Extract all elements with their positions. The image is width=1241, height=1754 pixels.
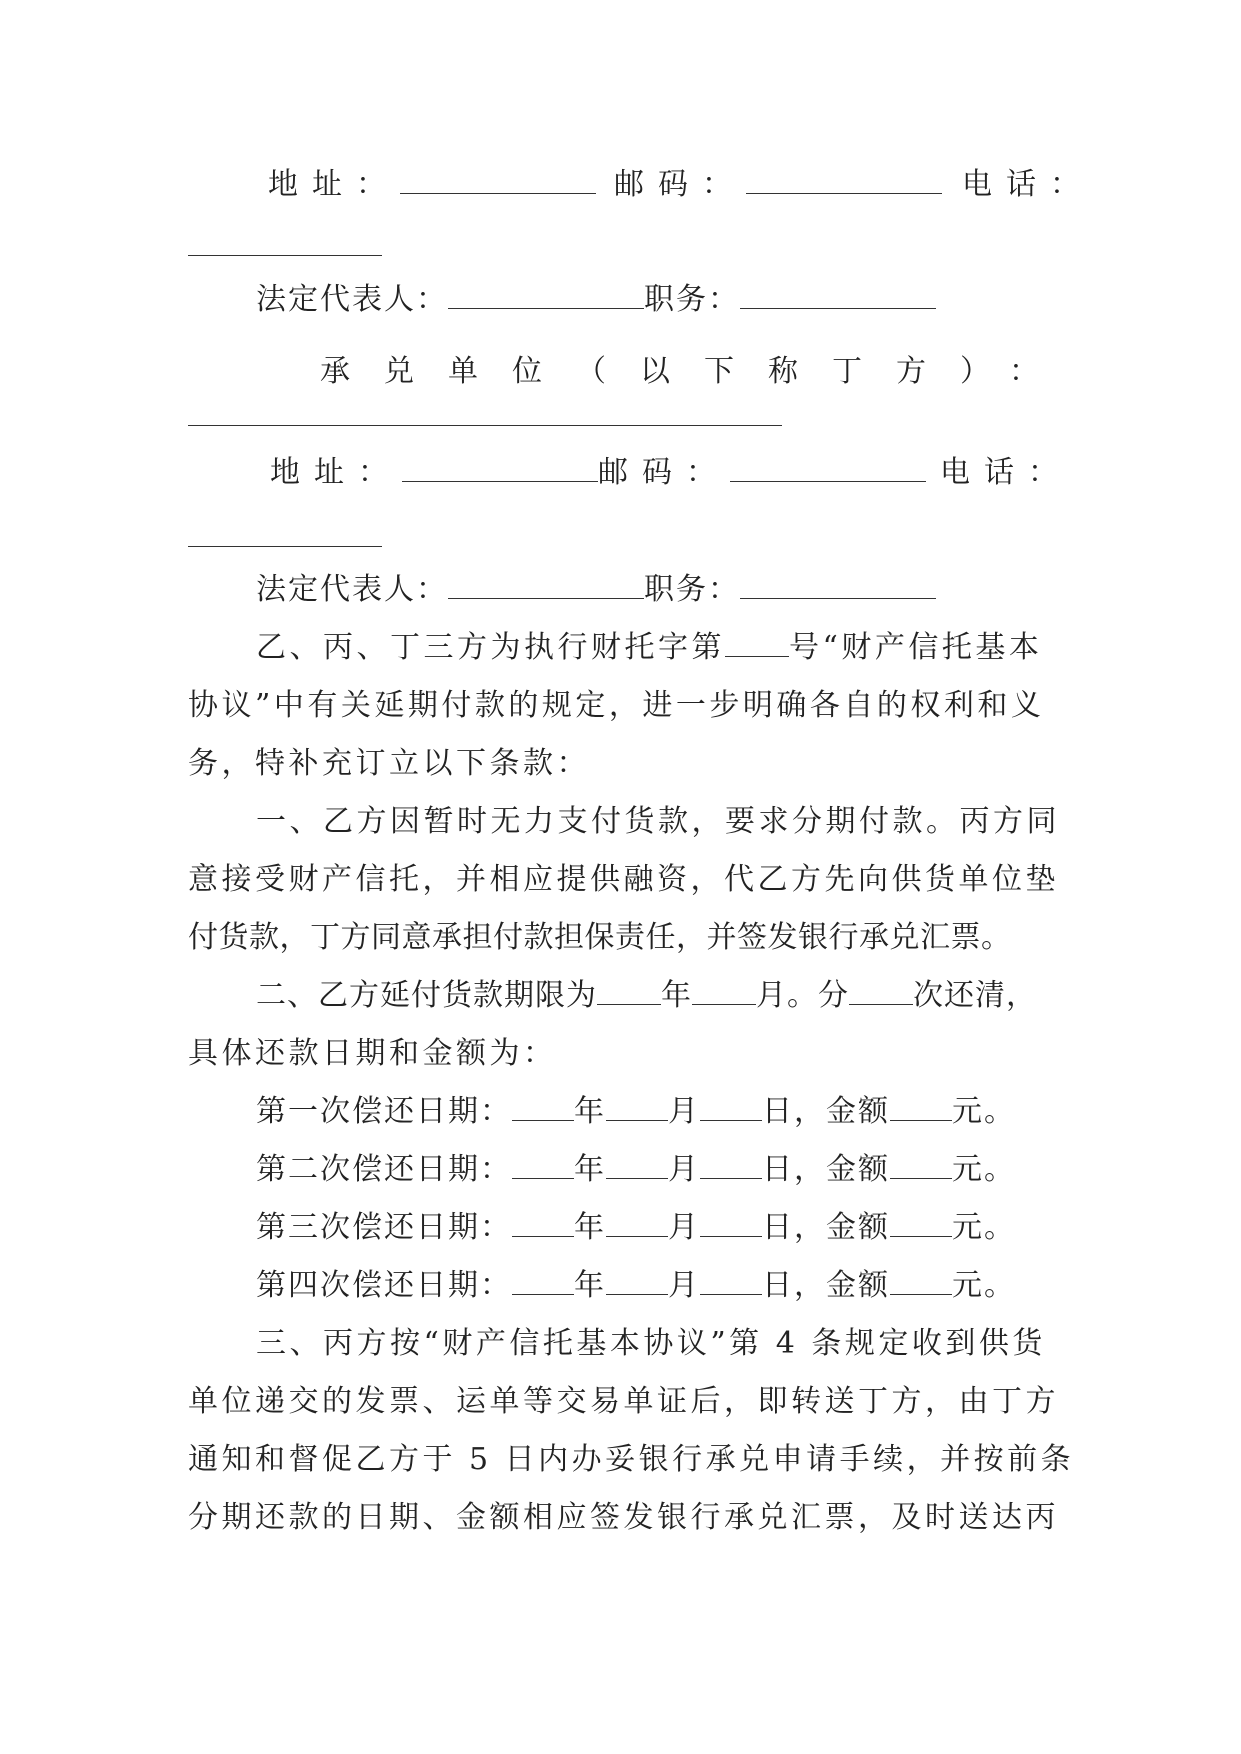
year-blank: [512, 1212, 574, 1237]
contract-number-blank: [725, 632, 789, 657]
clause-3-line-1: 三、丙方按“财产信托基本协议”第 4 条规定收到供货: [256, 1326, 1046, 1361]
year-blank: [512, 1154, 574, 1179]
months-blank: [692, 980, 756, 1005]
phone-blank: [188, 254, 382, 256]
installment-label: 第三次偿还日期：: [256, 1210, 512, 1245]
day-unit: 日，金额: [762, 1268, 890, 1303]
phone-label: 电话：: [962, 167, 1094, 202]
year-unit: 年: [574, 1268, 606, 1303]
party-d-name-blank: [188, 424, 782, 426]
preamble-line-2: 协议”中有关延期付款的规定，进一步明确各自的权利和义: [188, 688, 1045, 723]
installment-label: 第二次偿还日期：: [256, 1152, 512, 1187]
month-blank: [606, 1154, 668, 1179]
installment-row: [256, 1266, 1016, 1306]
address-label: 地址：: [268, 167, 400, 202]
amount-blank: [890, 1096, 952, 1121]
day-blank: [700, 1212, 762, 1237]
clause-text: 年: [661, 978, 692, 1013]
installment-row: [256, 1208, 1016, 1248]
party-d-contact-row: [270, 453, 1072, 493]
amount-blank: [890, 1212, 952, 1237]
installment-label: 第四次偿还日期：: [256, 1268, 512, 1303]
party-c-rep-row: [256, 280, 936, 320]
clause-2-line-2: 具体还款日期和金额为：: [188, 1036, 557, 1071]
month-blank: [606, 1270, 668, 1295]
amount-blank: [890, 1154, 952, 1179]
clause-2-line-1: [256, 976, 1037, 1016]
postcode-label: 邮码：: [614, 167, 746, 202]
clause-3-line-2: 单位递交的发票、运单等交易单证后，即转送丁方，由丁方: [188, 1384, 1059, 1419]
clause-1-line-1: 一、乙方因暂时无力支付货款，要求分期付款。丙方同: [256, 804, 1060, 839]
year-blank: [512, 1096, 574, 1121]
day-unit: 日，金额: [762, 1152, 890, 1187]
year-unit: 年: [574, 1094, 606, 1129]
party-c-contact-row: [268, 165, 1094, 205]
yuan-unit: 元。: [952, 1210, 1016, 1245]
installment-label: 第一次偿还日期：: [256, 1094, 512, 1129]
month-unit: 月: [668, 1268, 700, 1303]
clause-1-line-3: 付货款，丁方同意承担付款担保责任，并签发银行承兑汇票。: [188, 920, 1012, 955]
position-label: 职务：: [644, 572, 740, 607]
preamble-line-3: 务，特补充订立以下条款：: [188, 746, 590, 781]
year-unit: 年: [574, 1152, 606, 1187]
party-d-rep-row: [256, 570, 936, 610]
preamble-text: 号“财产信托基本: [789, 630, 1043, 665]
position-label: 职务：: [644, 282, 740, 317]
postcode-blank: [746, 169, 942, 194]
yuan-unit: 元。: [952, 1268, 1016, 1303]
clause-text: 二、乙方延付货款期限为: [256, 978, 597, 1013]
year-blank: [512, 1270, 574, 1295]
preamble-text: 乙、丙、丁三方为执行财托字第: [256, 630, 725, 665]
month-unit: 月: [668, 1094, 700, 1129]
year-unit: 年: [574, 1210, 606, 1245]
day-unit: 日，金额: [762, 1210, 890, 1245]
position-blank: [740, 574, 936, 599]
clause-text: 次还清，: [913, 978, 1037, 1013]
postcode-label: 邮码：: [598, 455, 730, 490]
day-blank: [700, 1096, 762, 1121]
legal-rep-blank: [448, 284, 644, 309]
party-d-heading: 承兑单位（以下称丁方）：: [320, 354, 1073, 389]
address-blank: [402, 457, 598, 482]
installments-blank: [849, 980, 913, 1005]
clause-1-line-2: 意接受财产信托，并相应提供融资，代乙方先向供货单位垫: [188, 862, 1059, 897]
month-unit: 月: [668, 1152, 700, 1187]
installment-row: [256, 1150, 1016, 1190]
month-blank: [606, 1096, 668, 1121]
years-blank: [597, 980, 661, 1005]
amount-blank: [890, 1270, 952, 1295]
day-unit: 日，金额: [762, 1094, 890, 1129]
yuan-unit: 元。: [952, 1094, 1016, 1129]
preamble-line-1: [256, 628, 1042, 668]
address-label: 地址：: [270, 455, 402, 490]
legal-rep-blank: [448, 574, 644, 599]
phone-blank: [188, 545, 382, 547]
yuan-unit: 元。: [952, 1152, 1016, 1187]
position-blank: [740, 284, 936, 309]
installment-row: [256, 1092, 1016, 1132]
address-blank: [400, 169, 596, 194]
clause-text: 月。分: [756, 978, 849, 1013]
phone-label: 电话：: [940, 455, 1072, 490]
clause-3-line-3: 通知和督促乙方于 5 日内办妥银行承兑申请手续，并按前条: [188, 1442, 1075, 1477]
postcode-blank: [730, 457, 926, 482]
month-blank: [606, 1212, 668, 1237]
month-unit: 月: [668, 1210, 700, 1245]
day-blank: [700, 1270, 762, 1295]
day-blank: [700, 1154, 762, 1179]
legal-rep-label: 法定代表人：: [256, 572, 448, 607]
legal-rep-label: 法定代表人：: [256, 282, 448, 317]
clause-3-line-4: 分期还款的日期、金额相应签发银行承兑汇票，及时送达丙: [188, 1500, 1059, 1535]
